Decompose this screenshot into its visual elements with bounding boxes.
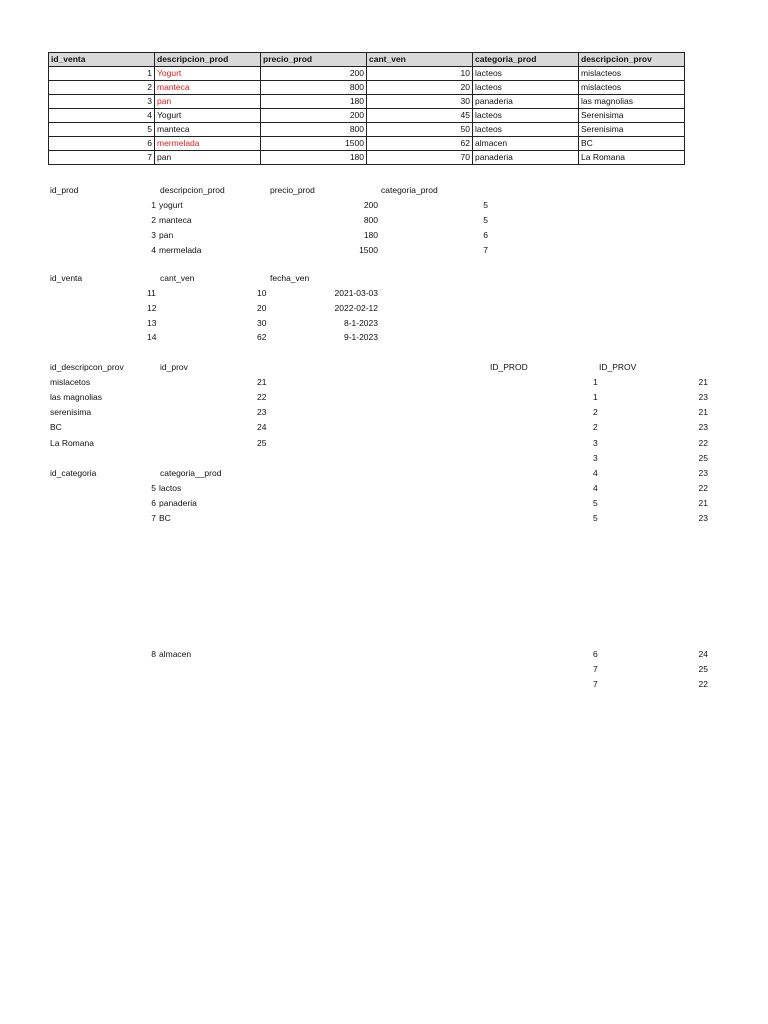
prodprov-prod[interactable]: 1 (593, 377, 598, 387)
product-id[interactable]: 1 (151, 200, 156, 210)
sales-detail-table (48, 52, 685, 165)
cell-id[interactable]: 2 (49, 81, 155, 95)
table-row (49, 81, 685, 95)
product-desc[interactable]: pan (159, 230, 174, 240)
sale-fecha[interactable]: 2021-03-03 (334, 288, 378, 298)
cell-prov[interactable]: BC (579, 137, 685, 151)
category-name[interactable]: lactos (159, 483, 182, 493)
prodprov-prod[interactable]: 7 (593, 679, 598, 689)
sale-fecha[interactable]: 9-1-2023 (343, 332, 378, 342)
sale-fecha[interactable]: 2022-02-12 (334, 303, 378, 313)
category-name[interactable]: BC (159, 513, 171, 523)
prodprov-prov[interactable]: 23 (698, 468, 708, 478)
providers-header-desc[interactable]: id_descripcon_prov (50, 362, 124, 372)
product-cat[interactable]: 6 (483, 230, 488, 240)
providers-header-id[interactable]: id_prov (160, 362, 188, 372)
cell-desc[interactable]: Yogurt (155, 67, 261, 81)
prodprov-prod[interactable]: 5 (593, 498, 598, 508)
cell-precio[interactable]: 800 (261, 123, 367, 137)
prodprov-prod[interactable]: 5 (593, 513, 598, 523)
sales-header-id[interactable]: id_venta (50, 273, 83, 283)
cell-desc[interactable]: manteca (155, 81, 261, 95)
cell-cant[interactable]: 50 (367, 123, 473, 137)
products-header-desc[interactable]: descripcion_prod (160, 185, 225, 195)
sale-id[interactable]: 13 (147, 318, 157, 328)
cell-cant[interactable]: 70 (367, 151, 473, 165)
cell-cat[interactable]: lacteos (473, 67, 579, 81)
cell-prov[interactable]: Serenisima (579, 123, 685, 137)
category-id[interactable]: 5 (151, 483, 156, 493)
cell-desc[interactable]: pan (155, 95, 261, 109)
cell-cat[interactable]: panaderia (473, 95, 579, 109)
product-precio[interactable]: 1500 (359, 245, 378, 255)
cell-cat[interactable]: lacteos (473, 123, 579, 137)
categories-header-name[interactable]: categoria__prod (160, 468, 222, 478)
header-cell[interactable]: precio_prod (261, 53, 367, 67)
cell-precio[interactable]: 200 (261, 109, 367, 123)
provider-id[interactable]: 25 (257, 438, 267, 448)
prodprov-prov[interactable]: 22 (698, 679, 708, 689)
sale-cant[interactable]: 20 (257, 303, 267, 313)
cell-desc[interactable]: Yogurt (155, 109, 261, 123)
category-id[interactable]: 6 (151, 498, 156, 508)
prodprov-prov[interactable]: 22 (698, 438, 708, 448)
product-cat[interactable]: 5 (483, 215, 488, 225)
category-id[interactable]: 7 (151, 513, 156, 523)
prodprov-prod[interactable]: 7 (593, 664, 598, 674)
sale-cant[interactable]: 30 (257, 318, 267, 328)
cell-prov[interactable]: las magnolias (579, 95, 685, 109)
product-precio[interactable]: 180 (363, 230, 378, 240)
header-cell[interactable]: categoria_prod (473, 53, 579, 67)
sale-cant[interactable]: 62 (257, 332, 267, 342)
cell-id[interactable]: 1 (49, 67, 155, 81)
cell-cant[interactable]: 62 (367, 137, 473, 151)
cell-cant[interactable]: 45 (367, 109, 473, 123)
product-cat[interactable]: 5 (483, 200, 488, 210)
provider-name[interactable]: las magnolias (50, 392, 102, 402)
prodprov-prod[interactable]: 1 (593, 392, 598, 402)
product-cat[interactable]: 7 (483, 245, 488, 255)
cell-precio[interactable]: 800 (261, 81, 367, 95)
cell-cant[interactable]: 30 (367, 95, 473, 109)
cell-cat[interactable]: lacteos (473, 81, 579, 95)
prodprov-prov[interactable]: 21 (698, 377, 708, 387)
cell-id[interactable]: 6 (49, 137, 155, 151)
provider-id[interactable]: 22 (257, 392, 267, 402)
cell-prov[interactable]: mislacteos (579, 81, 685, 95)
cell-id[interactable]: 3 (49, 95, 155, 109)
products-header-id[interactable]: id_prod (50, 185, 79, 195)
provider-name[interactable]: La Romana (50, 438, 94, 448)
prodprov-header-prov[interactable]: ID_PROV (599, 362, 637, 372)
table-row (49, 67, 685, 81)
prodprov-prov[interactable]: 24 (698, 649, 708, 659)
header-cell[interactable]: descripcion_prod (155, 53, 261, 67)
cell-precio[interactable]: 200 (261, 67, 367, 81)
cell-desc[interactable]: pan (155, 151, 261, 165)
cell-prov[interactable]: Serenisima (579, 109, 685, 123)
prodprov-prov[interactable]: 23 (698, 422, 708, 432)
cell-desc[interactable]: mermelada (155, 137, 261, 151)
table-row (49, 137, 685, 151)
prodprov-prov[interactable]: 21 (698, 498, 708, 508)
header-cell[interactable]: id_venta (49, 53, 155, 67)
cell-id[interactable]: 4 (49, 109, 155, 123)
category-id[interactable]: 8 (151, 649, 156, 659)
prodprov-prod[interactable]: 4 (593, 468, 598, 478)
product-desc[interactable]: mermelada (159, 245, 202, 255)
cell-cat[interactable]: panaderia (473, 151, 579, 165)
table-row (49, 123, 685, 137)
product-desc[interactable]: manteca (159, 215, 192, 225)
cell-prov[interactable]: La Romana (579, 151, 685, 165)
table-row (49, 109, 685, 123)
product-id[interactable]: 2 (151, 215, 156, 225)
prodprov-prov[interactable]: 23 (698, 392, 708, 402)
products-header-precio[interactable]: precio_prod (270, 185, 315, 195)
provider-name[interactable]: serenisima (50, 407, 92, 417)
cell-precio[interactable]: 180 (261, 151, 367, 165)
prodprov-prov[interactable]: 21 (698, 407, 708, 417)
prodprov-prov[interactable]: 23 (698, 513, 708, 523)
product-precio[interactable]: 800 (363, 215, 378, 225)
header-cell[interactable]: cant_ven (367, 53, 473, 67)
cell-id[interactable]: 5 (49, 123, 155, 137)
product-desc[interactable]: yogurt (159, 200, 183, 210)
cell-cat[interactable]: lacteos (473, 109, 579, 123)
provider-id[interactable]: 21 (257, 377, 267, 387)
table-header-row (49, 53, 685, 67)
sale-id[interactable]: 11 (147, 288, 156, 298)
prodprov-prod[interactable]: 4 (593, 483, 598, 493)
prodprov-prod[interactable]: 3 (593, 438, 598, 448)
product-id[interactable]: 3 (151, 230, 156, 240)
sale-id[interactable]: 12 (147, 303, 157, 313)
cell-prov[interactable]: mislacteos (579, 67, 685, 81)
prodprov-prov[interactable]: 25 (698, 664, 708, 674)
category-name[interactable]: panaderia (159, 498, 197, 508)
categories-header-id[interactable]: id_categoria (50, 468, 97, 478)
cell-precio[interactable]: 1500 (261, 137, 367, 151)
cell-id[interactable]: 7 (49, 151, 155, 165)
provider-id[interactable]: 24 (257, 422, 267, 432)
products-header-cat[interactable]: categoria_prod (381, 185, 438, 195)
product-precio[interactable]: 200 (363, 200, 378, 210)
category-name[interactable]: almacen (159, 649, 192, 659)
prodprov-prov[interactable]: 22 (698, 483, 708, 493)
table-row (49, 95, 685, 109)
prodprov-prod[interactable]: 2 (593, 407, 598, 417)
provider-name[interactable]: BC (50, 422, 62, 432)
header-cell[interactable]: descripcion_prov (579, 53, 685, 67)
provider-name[interactable]: mislacetos (50, 377, 91, 387)
table-row (49, 151, 685, 165)
sales-header-cant[interactable]: cant_ven (160, 273, 195, 283)
sale-cant[interactable]: 10 (257, 288, 267, 298)
cell-cant[interactable]: 10 (367, 67, 473, 81)
provider-id[interactable]: 23 (257, 407, 267, 417)
sale-fecha[interactable]: 8-1-2023 (343, 318, 378, 328)
prodprov-prod[interactable]: 2 (593, 422, 598, 432)
sales-header-fecha[interactable]: fecha_ven (270, 273, 310, 283)
cell-desc[interactable]: manteca (155, 123, 261, 137)
prodprov-prov[interactable]: 25 (698, 453, 708, 463)
prodprov-header-prod[interactable]: ID_PROD (490, 362, 528, 372)
prodprov-prod[interactable]: 6 (593, 649, 598, 659)
prodprov-prod[interactable]: 3 (593, 453, 598, 463)
cell-precio[interactable]: 180 (261, 95, 367, 109)
cell-cat[interactable]: almacen (473, 137, 579, 151)
sale-id[interactable]: 14 (147, 332, 157, 342)
cell-cant[interactable]: 20 (367, 81, 473, 95)
product-id[interactable]: 4 (151, 245, 156, 255)
